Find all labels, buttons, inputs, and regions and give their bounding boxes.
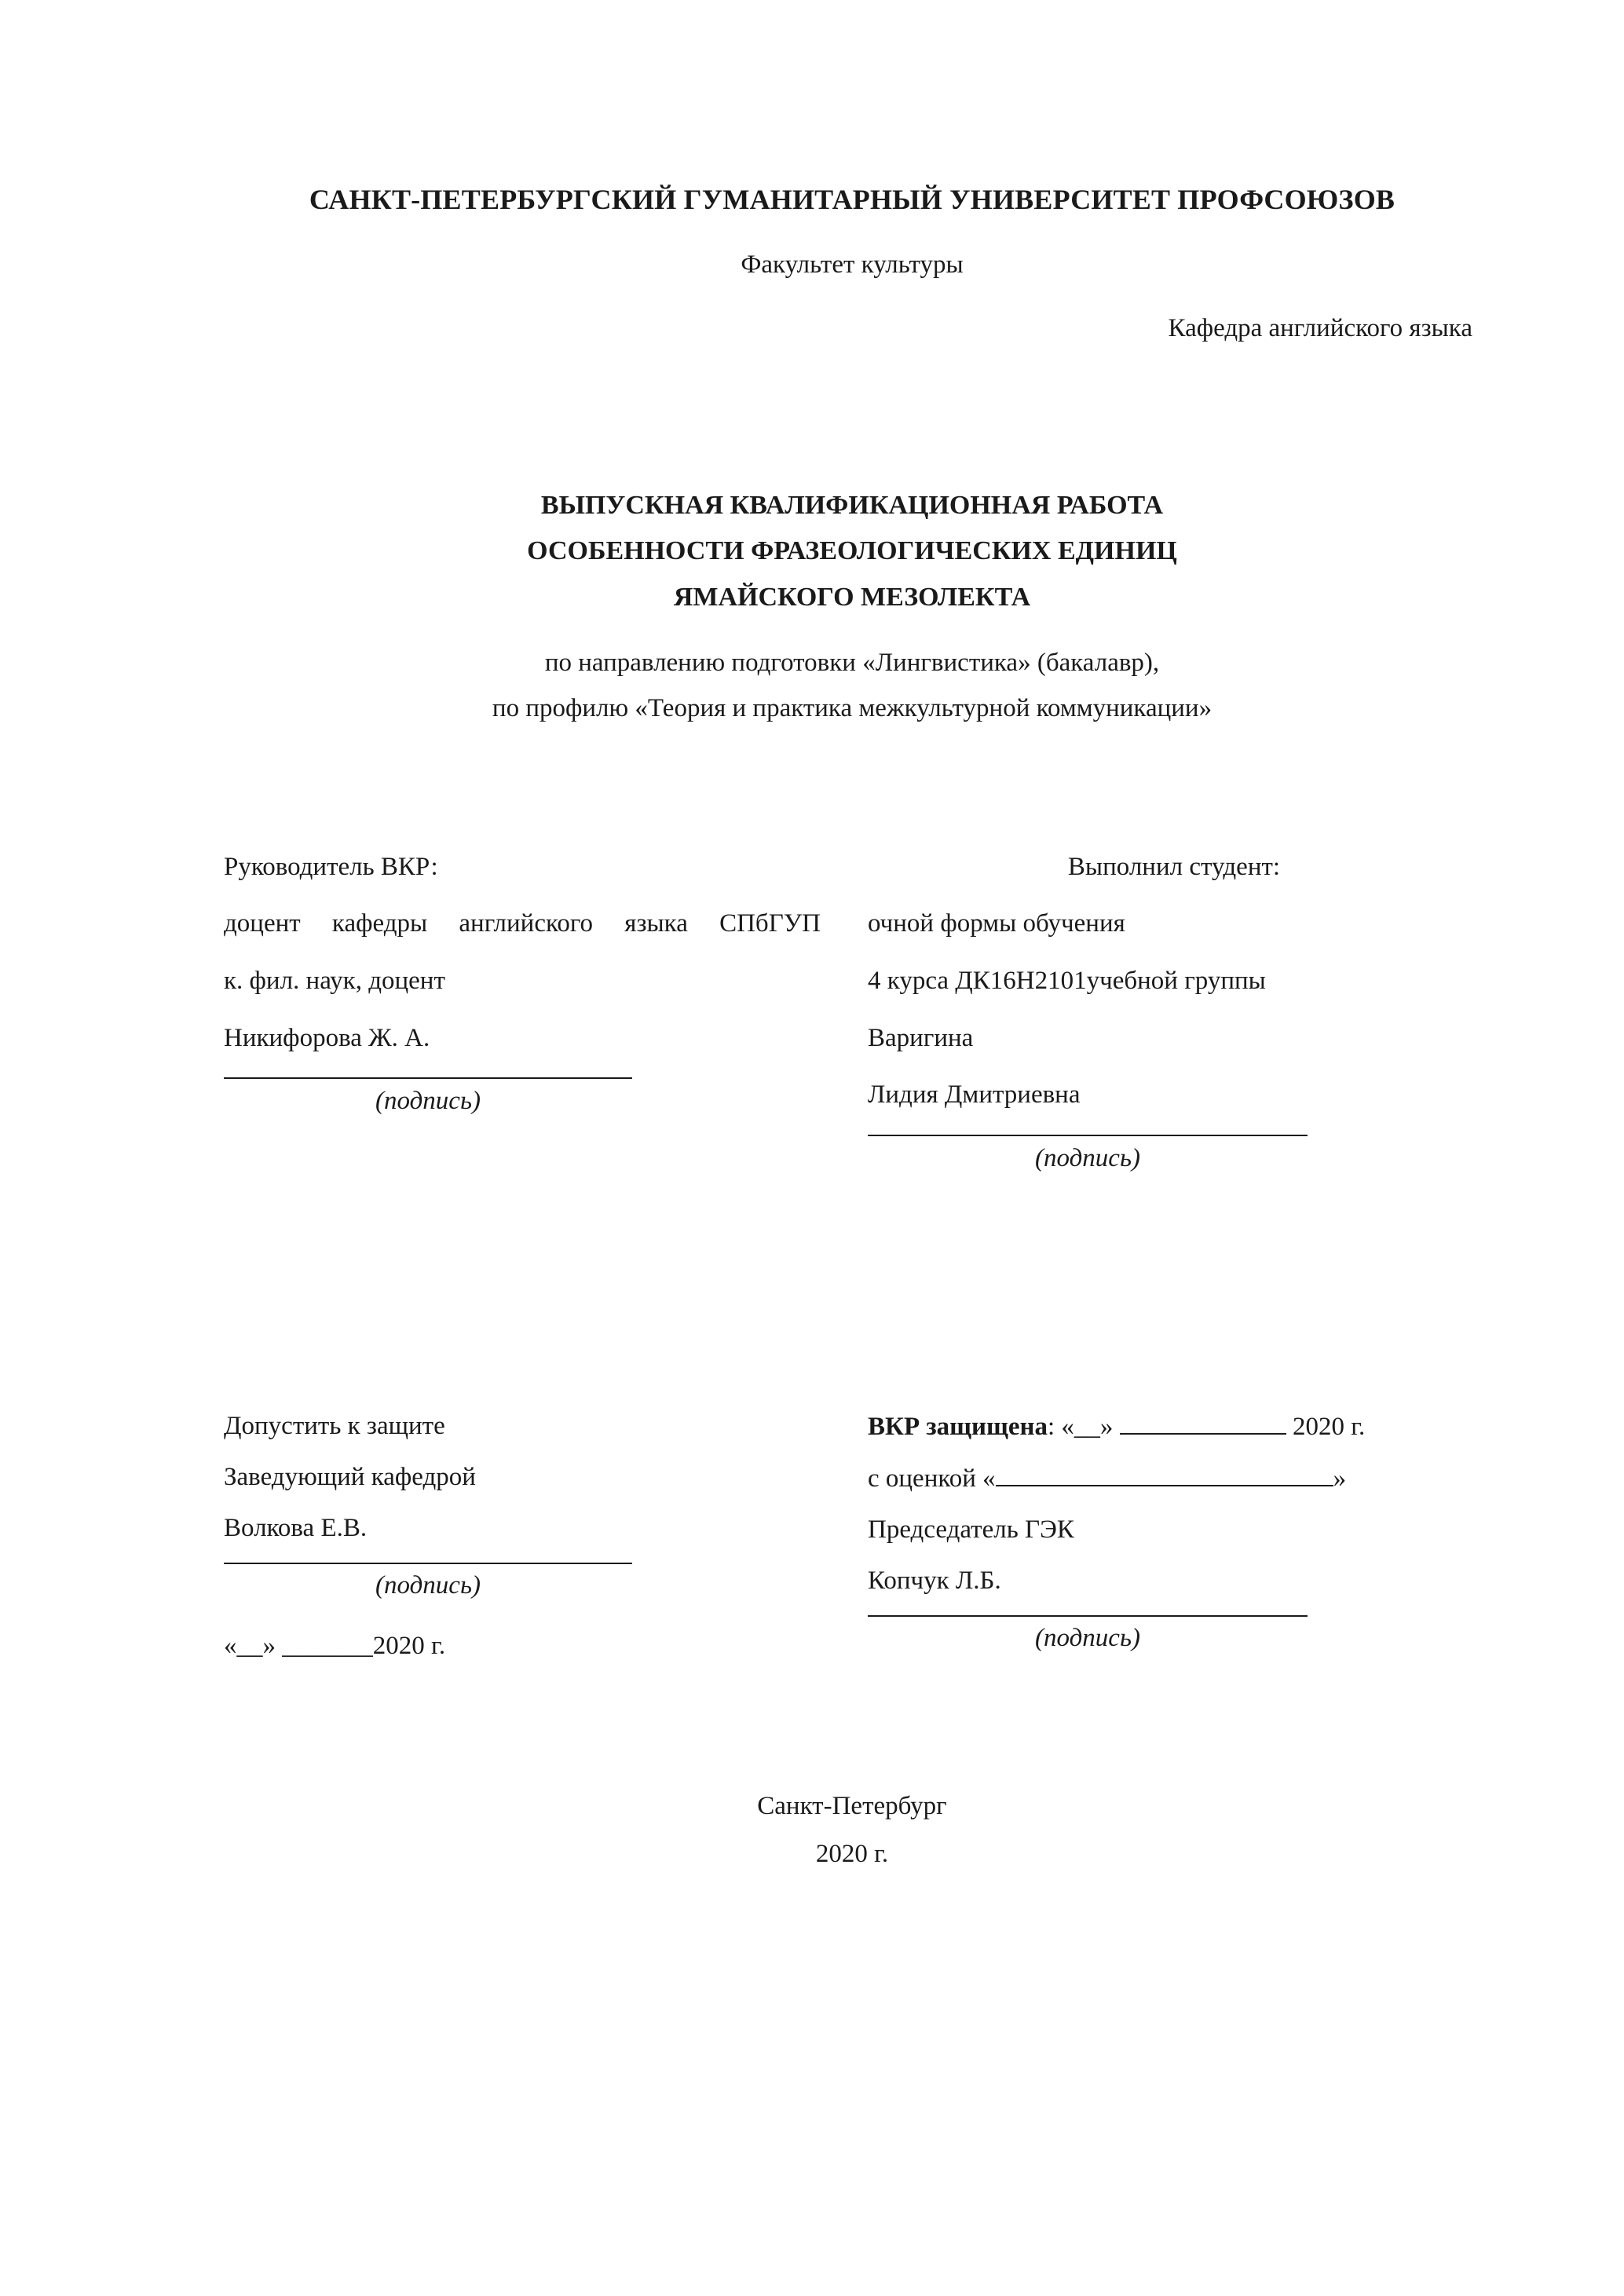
department-name: Кафедра английского языка xyxy=(1168,314,1472,342)
footer-city: Санкт-Петербург xyxy=(757,1791,947,1820)
page-content xyxy=(224,0,1480,2296)
student-surname: Варигина xyxy=(868,1023,974,1052)
supervisor-degree: к. фил. наук, доцент xyxy=(224,967,445,995)
head-of-department-name: Волкова Е.В. xyxy=(224,1513,368,1542)
signatures-section xyxy=(224,850,1480,1197)
defense-year: 2020 г. xyxy=(1292,1413,1366,1442)
work-title-line-3: ЯМАЙСКОГО МЕЗОЛЕКТА xyxy=(673,582,1031,612)
work-title-line-1: ВЫПУСКНАЯ КВАЛИФИКАЦИОННАЯ РАБОТА xyxy=(540,491,1164,520)
admission-signature-caption: (подпись) xyxy=(375,1570,481,1600)
university-name: САНКТ-ПЕТЕРБУРГСКИЙ ГУМАНИТАРНЫЙ УНИВЕРСИТЕТ ПРОФСОЮЗОВ xyxy=(309,184,1395,215)
chair-name: Копчук Л.Б. xyxy=(868,1566,1001,1595)
defense-date-row xyxy=(868,1409,1480,1444)
student-given-name: Лидия Дмитриевна xyxy=(868,1080,1081,1110)
chair-label: Председатель ГЭК xyxy=(868,1515,1074,1544)
defense-mark-row xyxy=(868,1461,1480,1496)
supervisor-block xyxy=(224,850,852,1197)
defense-mark-blank xyxy=(996,1461,1333,1486)
defense-block xyxy=(852,1409,1480,1680)
supervisor-signature-caption: (подпись) xyxy=(375,1087,481,1116)
supervisor-signature-line xyxy=(224,1077,632,1079)
admission-line-2: Заведующий кафедрой xyxy=(224,1463,476,1492)
student-group: 4 курса ДК16Н2101учебной группы xyxy=(868,967,1266,995)
faculty-name: Факультет культуры xyxy=(741,250,964,279)
student-signature-line xyxy=(868,1135,1308,1136)
defense-signature-line xyxy=(868,1615,1308,1617)
defense-date-prefix: : «__» xyxy=(1048,1413,1114,1442)
supervisor-name: Никифорова Ж. А. xyxy=(224,1023,430,1052)
student-form: очной формы обучения xyxy=(868,909,1125,938)
work-title-line-2: ОСОБЕННОСТИ ФРАЗЕОЛОГИЧЕСКИХ ЕДИНИЦ xyxy=(527,536,1177,566)
defense-mark-suffix: » xyxy=(1333,1464,1347,1493)
work-subtitle xyxy=(224,641,1480,732)
profile-line: по профилю «Теория и практика межкультурной коммуникации» xyxy=(492,694,1213,723)
supervisor-position: доцент кафедры английского языка СПбГУП xyxy=(224,909,821,938)
defense-label: ВКР защищена xyxy=(868,1413,1048,1442)
student-role-label: Выполнил студент: xyxy=(1067,852,1281,881)
admission-line-1: Допустить к защите xyxy=(224,1412,445,1441)
footer-year: 2020 г. xyxy=(815,1839,889,1868)
approval-section xyxy=(224,1409,1480,1680)
student-signature-caption: (подпись) xyxy=(1035,1143,1140,1172)
student-block xyxy=(852,850,1480,1197)
admission-signature-line xyxy=(224,1563,632,1564)
admission-date: «__» _______2020 г. xyxy=(224,1631,446,1660)
program-line: по направлению подготовки «Лингвистика» (бакалавр), xyxy=(544,649,1160,678)
defense-signature-caption: (подпись) xyxy=(1035,1623,1140,1652)
defense-mark-prefix: с оценкой « xyxy=(868,1464,996,1493)
document-footer xyxy=(224,1782,1480,1878)
defense-date-blank xyxy=(1120,1409,1286,1435)
work-title xyxy=(224,483,1480,620)
supervisor-role-label: Руководитель ВКР: xyxy=(224,852,438,881)
admission-block xyxy=(224,1409,852,1680)
